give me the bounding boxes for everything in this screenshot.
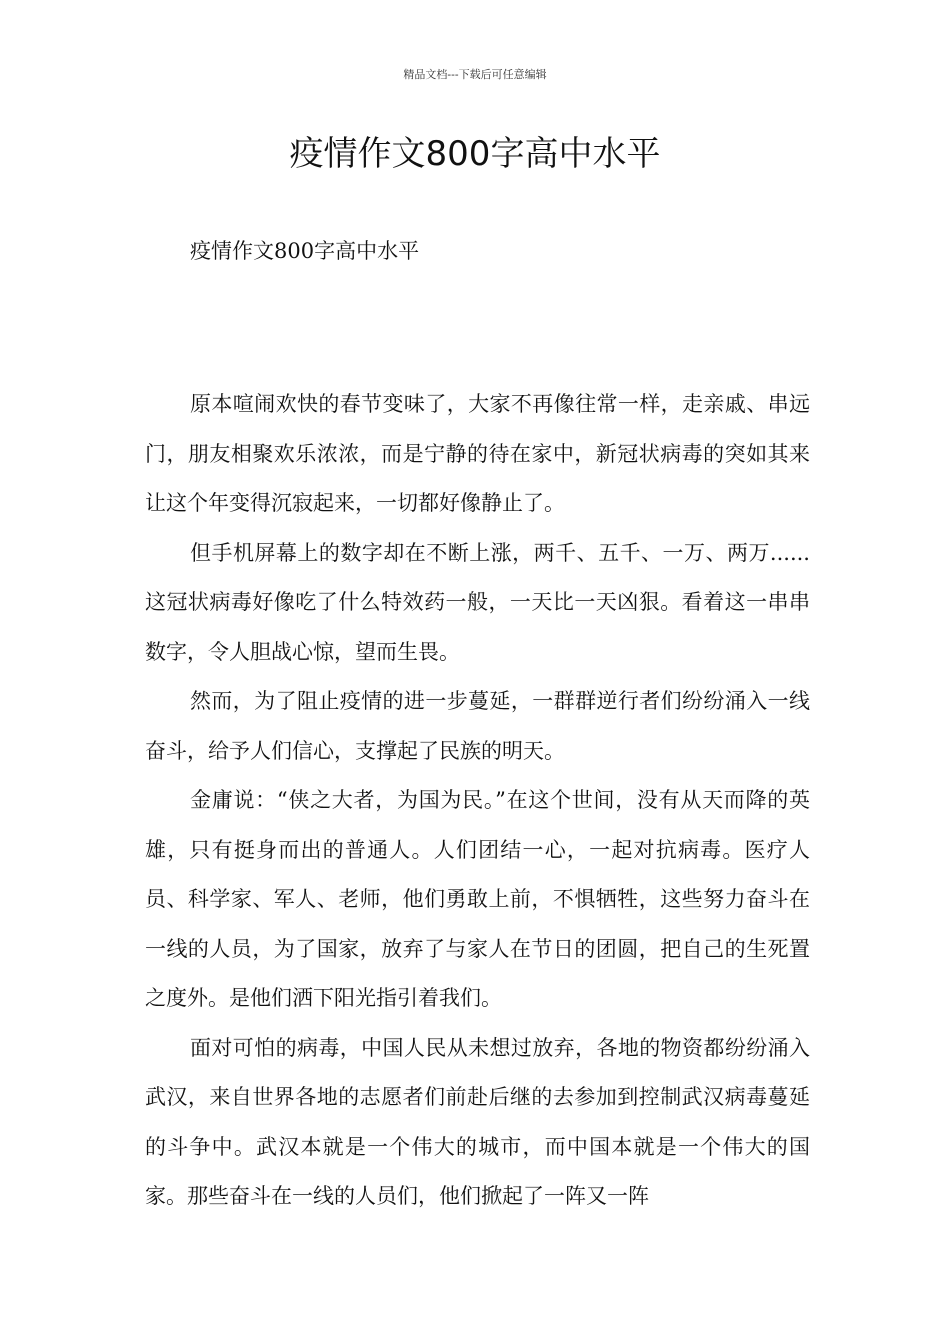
document-title: 疫情作文800字高中水平: [289, 134, 661, 174]
paragraph-5: 面对可怕的病毒，中国人民从未想过放弃，各地的物资都纷纷涌入武汉，来自世界各地的志愿者们前赴后继的去参加到控制武汉病毒蔓延的斗争中。武汉本就是一个伟大的城市，而中国本就是一个伟大的国家。那些奋斗在一线的人员们，他们掀起了一阵又一阵: [145, 1035, 810, 1208]
header-note: 精品文档---下载后可任意编辑: [403, 68, 547, 81]
document-subtitle: 疫情作文800字高中水平: [190, 239, 420, 263]
paragraph-4: 金庸说：“侠之大者，为国为民。”在这个世间，没有从天而降的英雄，只有挺身而出的普通人。人们团结一心，一起对抗病毒。医疗人员、科学家、军人、老师，他们勇敢上前，不惧牺牲，这些努力奋斗在一线的人员，为了国家，放弃了与家人在节日的团圆，把自己的生死置之度外。是他们洒下阳光指引着我们。: [145, 788, 810, 1010]
paragraph-1: 原本喧闹欢快的春节变味了，大家不再像往常一样，走亲戚、串远门，朋友相聚欢乐浓浓，而是宁静的待在家中，新冠状病毒的突如其来让这个年变得沉寂起来，一切都好像静止了。: [145, 392, 810, 515]
paragraph-2: 但手机屏幕上的数字却在不断上涨，两千、五千、一万、两万......这冠状病毒好像吃了什么特效药一般，一天比一天凶狠。看着这一串串数字，令人胆战心惊，望而生畏。: [145, 540, 810, 664]
paragraph-3: 然而，为了阻止疫情的进一步蔓延，一群群逆行者们纷纷涌入一线奋斗，给予人们信心，支撑起了民族的明天。: [145, 689, 810, 763]
document-body: [145, 380, 810, 1222]
